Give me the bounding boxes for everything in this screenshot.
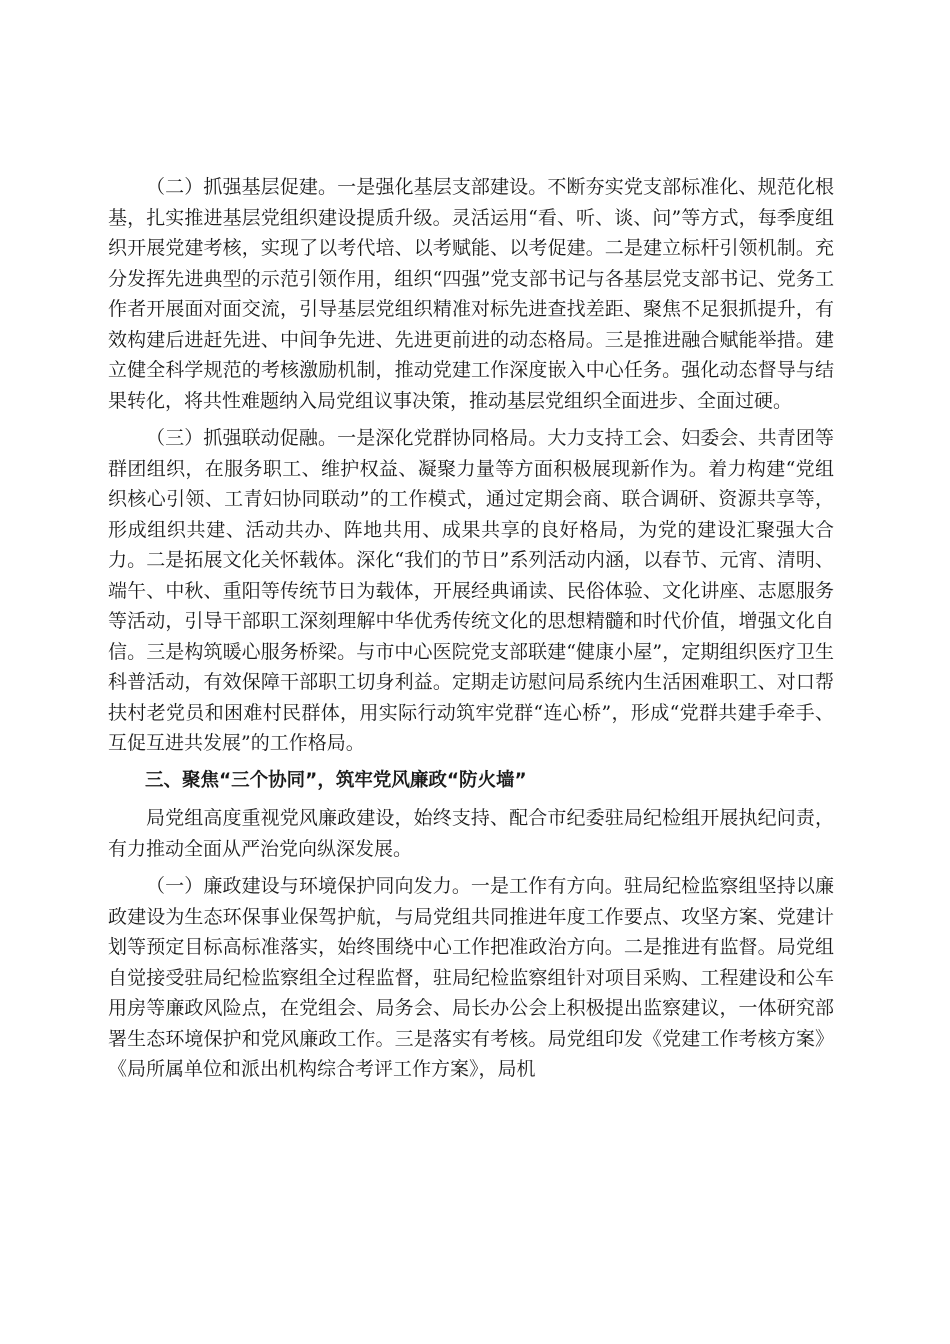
paragraph-party-mass-linkage: （三）抓强联动促融。一是深化党群协同格局。大力支持工会、妇委会、共青团等群团组织，在服务职工、维护权益、凝聚力量等方面积极展现新作为。着力构建“党组织核心引领、工青妇协同联动”的工作模式，通过定期会商、联合调研、资源共享等，形成组织共建、活动共办、阵地共用、成果共享的良好格局，为党的建设汇聚强大合力。二是拓展文化关怀载体。深化“我们的节日”系列活动内涵，以春节、元宵、清明、端午、中秋、重阳等传统节日为载体，开展经典诵读、民俗体验、文化讲座、志愿服务等活动，引导干部职工深刻理解中华优秀传统文化的思想精髓和时代价值，增强文化自信。三是构筑暖心服务桥梁。与市中心医院党支部联建“健康小屋”，定期组织医疗卫生科普活动，有效保障干部职工切身利益。定期走访慰问局系统内生活困难职工、对口帮扶村老党员和困难村民群体，用实际行动筑牢党群“连心桥”，形成“党群共建手牵手、互促互进共发展”的工作格局。: [108, 427, 834, 754]
paragraph-clean-government-intro: 局党组高度重视党风廉政建设，始终支持、配合市纪委驻局纪检组开展执纪问责，有力推动全面从严治党向纵深发展。: [108, 807, 834, 860]
paragraph-clean-government-environment: （一）廉政建设与环境保护同向发力。一是工作有方向。驻局纪检监察组坚持以廉政建设为生态环保事业保驾护航，与局党组共同推进年度工作要点、攻坚方案、党建计划等预定目标高标准落实，始终围绕中心工作把准政治方向。二是推进有监督。局党组自觉接受驻局纪检监察组全过程监督，驻局纪检监察组针对项目采购、工程建设和公车用房等廉政风险点，在党组会、局务会、局长办公会上积极提出监察建议，一体研究部署生态环境保护和党风廉政工作。三是落实有考核。局党组印发《党建工作考核方案》《局所属单位和派出机构综合考评工作方案》，局机: [108, 875, 834, 1080]
document-page: [108, 172, 834, 1092]
paragraph-party-building-grassroots: （二）抓强基层促建。一是强化基层支部建设。不断夯实党支部标准化、规范化根基，扎实推进基层党组织建设提质升级。灵活运用“看、听、谈、问”等方式，每季度组织开展党建考核，实现了以考代培、以考赋能、以考促建。二是建立标杆引领机制。充分发挥先进典型的示范引领作用，组织“四强”党支部书记与各基层党支部书记、党务工作者开展面对面交流，引导基层党组织精准对标先进查找差距、聚焦不足狠抓提升，有效构建后进赶先进、中间争先进、先进更前进的动态格局。三是推进融合赋能举措。建立健全科学规范的考核激励机制，推动党建工作深度嵌入中心任务。强化动态督导与结果转化，将共性难题纳入局党组议事决策，推动基层党组织全面进步、全面过硬。: [108, 176, 834, 412]
section-heading-three: 三、聚焦“三个协同”，筑牢党风廉政“防火墙”: [145, 769, 527, 791]
